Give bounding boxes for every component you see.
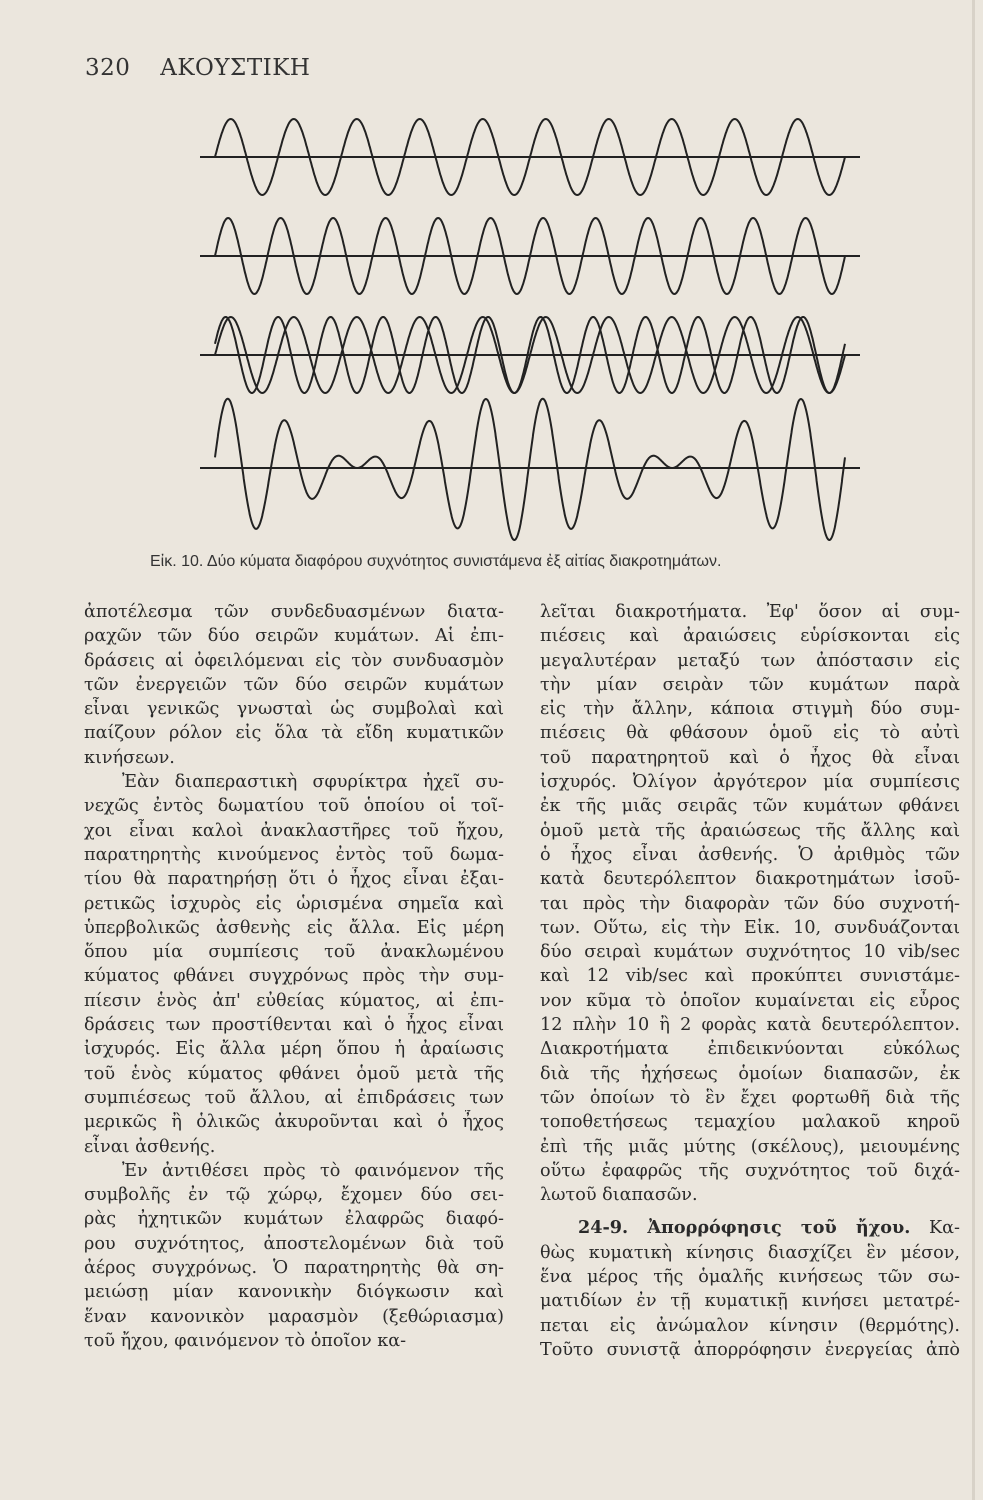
text-line: τῶν ἐνεργειῶν τῶν δύο σειρῶν κυμάτων [84, 674, 504, 695]
text-line: διὰ τῆς ἠχήσεως ὁμοίων διαπασῶν, ἐκ [540, 1063, 960, 1084]
text-line: κύματος φθάνει συγχρόνως πρὸς τὴν συμ- [84, 966, 504, 987]
running-title: ΑΚΟΥΣΤΙΚΗ [160, 55, 311, 81]
text-line: εἶναι γενικῶς γνωσταὶ ὡς συμβολαὶ καὶ [84, 699, 504, 720]
text-line: τὴν μίαν σειρὰν τῶν κυμάτων παρὰ [540, 674, 960, 695]
text-line: συμπιέσεως τοῦ ἄλλου, αἱ ἐπιδράσεις των [84, 1087, 504, 1108]
text-line: ὁ ἦχος εἶναι ἀσθενής. Ὁ ἀριθμὸς τῶν [540, 844, 960, 865]
resultant-wave-line [215, 399, 845, 540]
text-line: τοῦ ἤχου, φαινόμενον τὸ ὁποῖον κα- [84, 1330, 407, 1351]
right-text-column [540, 600, 960, 1362]
text-line: τοῦ ἑνὸς κύματος φθάνει ὁμοῦ μετὰ τῆς [84, 1063, 504, 1084]
text-line: νεχῶς ἐντὸς δωματίου τοῦ ὁποίου οἱ τοῖ- [84, 796, 504, 817]
text-line: τοποθετήσεως τεμαχίου μαλακοῦ κηροῦ [540, 1112, 960, 1133]
text-line: ραχῶν τῶν δύο σειρῶν κυμάτων. Αἱ ἐπι- [84, 626, 504, 647]
text-line: τῶν ὁποίων τὸ ἓν ἔχει φορτωθῆ διὰ τῆς [540, 1087, 960, 1108]
text-line: πίεσιν ἑνὸς ἀπ' εὐθείας κύματος, αἱ ἐπι- [84, 990, 504, 1011]
page-number: 320 [85, 55, 131, 81]
text-line: των. Οὕτω, εἰς τὴν Εἰκ. 10, συνδυάζονται [540, 917, 960, 938]
text-line: ρὰς ἠχητικῶν κυμάτων ἐλαφρῶς διαφό- [84, 1209, 504, 1230]
text-line: ματιδίων ἐν τῇ κυματικῇ κινήσει μετατρέ- [540, 1291, 960, 1312]
text-line: παρατηρητὴς κινούμενος ἐντὸς τοῦ δωμα- [84, 844, 504, 865]
text-line: ρετικῶς ἰσχυρὸς εἰς ὡρισμένα σημεῖα καὶ [84, 893, 504, 914]
text-line: ται πρὸς τὴν διαφορὰν τῶν δύο συχνοτή- [540, 893, 960, 914]
text-line: εἰς τὴν ἄλλην, κάποια στιγμὴ δύο συμ- [540, 699, 960, 720]
text-line: πιέσεις καὶ ἀραιώσεις εὑρίσκονται εἰς [540, 626, 960, 647]
left-text-column [84, 600, 504, 1353]
text-line: ἐκ τῆς μιᾶς σειρᾶς τῶν κυμάτων φθάνει [540, 796, 960, 817]
text-line: Τοῦτο συνιστᾷ ἀπορρόφησιν ἐνεργείας ἀπὸ [540, 1339, 960, 1360]
text-line: ἐπὶ τῆς μιᾶς μύτης (σκέλους), μειουμένης [540, 1136, 960, 1157]
section-heading-line [540, 1216, 960, 1240]
text-line: τοῦ παρατηρητοῦ καὶ ὁ ἦχος θὰ εἶναι [540, 747, 960, 768]
text-line: συμβολῆς ἐν τῷ χώρῳ, ἔχομεν δύο σει- [84, 1185, 504, 1206]
text-line: ἰσχυρός. Ὀλίγον ἀργότερον μία συμπίεσις [540, 772, 960, 793]
section-heading: 24-9. Ἀπορρόφησις τοῦ ἤχου. [578, 1217, 911, 1239]
text-line: τίου θὰ παρατηρήσῃ ὅτι ὁ ἦχος εἶναι ἐξαι- [84, 869, 504, 890]
text-line: μεγαλυτέραν μεταξύ των ἀπόστασιν εἰς [540, 650, 960, 671]
wave-line [215, 317, 845, 393]
text-line: ἰσχυρός. Εἰς ἄλλα μέρη ὅπου ἡ ἀραίωσις [84, 1039, 504, 1060]
text-line: ἕναν κανονικὸν μαρασμὸν (ξεθώριασμα) [84, 1306, 504, 1327]
text-line: ρου συχνότητος, ἀποστελομένων διὰ τοῦ [84, 1233, 504, 1254]
text-line: χοι εἶναι καλοὶ ἀνακλαστῆρες τοῦ ἤχου, [84, 820, 504, 841]
text-line: Ἐν ἀντιθέσει πρὸς τὸ φαινόμενον τῆς [122, 1160, 504, 1181]
text-line: πεται εἰς ἀνώμαλον κίνησιν (θερμότης). [540, 1315, 960, 1336]
text-line: νον κῦμα τὸ ὁποῖον κυμαίνεται εἰς εὖρος [540, 990, 960, 1011]
text-line: εἶναι ἀσθενής. [84, 1136, 216, 1157]
text-line: λωτοῦ διαπασῶν. [540, 1185, 698, 1206]
text-line: μερικῶς ἢ ὁλικῶς ἀκυροῦνται καὶ ὁ ἦχος [84, 1112, 504, 1133]
text-line: δράσεις των προστίθενται καὶ ὁ ἦχος εἶναι [84, 1015, 504, 1036]
text-line: ἀέρος συγχρόνως. Ὁ παρατηρητὴς θὰ ση- [84, 1258, 504, 1279]
text-line: Διακροτήματα ἐπιδεικνύονται εὐκόλως [540, 1039, 960, 1060]
text-line: θὼς κυματικὴ κίνησις διασχίζει ἓν μέσον, [540, 1242, 960, 1263]
text-line: δράσεις αἱ ὀφειλόμεναι εἰς τὸν συνδυασμὸν [84, 650, 504, 671]
text-line: καὶ 12 vib/sec καὶ προκύπτει συνιστάμε- [540, 966, 960, 987]
text-line: 12 πλὴν 10 ἢ 2 φορὰς κατὰ δευτερόλεπτον. [540, 1015, 960, 1036]
section-heading-continuation: Κα- [910, 1218, 960, 1239]
text-line: ὁμοῦ μετὰ τῆς ἀραιώσεως τῆς ἄλλης καὶ [540, 820, 960, 841]
text-line: μειώσῃ μίαν κανονικὴν διόγκωσιν καὶ [84, 1282, 504, 1303]
beats-wave-figure [195, 100, 875, 550]
text-line: κινήσεων. [84, 747, 175, 768]
text-line: ὅπου μία συμπίεσις τοῦ ἀνακλωμένου [84, 942, 504, 963]
text-line: παίζουν ρόλον εἰς ὅλα τὰ εἴδη κυματικῶν [84, 723, 504, 744]
wave-line [215, 119, 845, 195]
page-header [85, 55, 310, 81]
text-line: ἀποτέλεσμα τῶν συνδεδυασμένων διατα- [84, 602, 504, 622]
page-edge [972, 0, 975, 1500]
text-line: οὕτω ἐφαφρῶς τῆς συχνότητος τοῦ διχά- [540, 1160, 960, 1181]
text-line: λεῖται διακροτήματα. Ἐφ' ὅσον αἱ συμ- [540, 602, 960, 622]
text-line: δύο σειραὶ κυμάτων συχνότητος 10 vib/sec [540, 942, 960, 963]
figure-caption: Εἰκ. 10. Δύο κύματα διαφόρου συχνότητος συνιστάμενα ἐξ αἰτίας διακροτημάτων. [150, 553, 722, 570]
text-line: ὑπερβολικῶς ἀσθενὴς εἰς ἄλλα. Εἰς μέρη [84, 917, 504, 938]
text-line: κατὰ δευτερόλεπτον διακροτημάτων ἰσοῦ- [540, 869, 960, 890]
section-gap [540, 1207, 960, 1216]
text-line: πιέσεις θὰ φθάσουν ὁμοῦ εἰς τὸ αὐτὶ [540, 723, 960, 744]
text-line: ἕνα μέρος τῆς ὁμαλῆς κινήσεως τῶν σω- [540, 1267, 960, 1288]
text-line: Ἐὰν διαπεραστικὴ σφυρίκτρα ἠχεῖ συ- [122, 772, 504, 793]
